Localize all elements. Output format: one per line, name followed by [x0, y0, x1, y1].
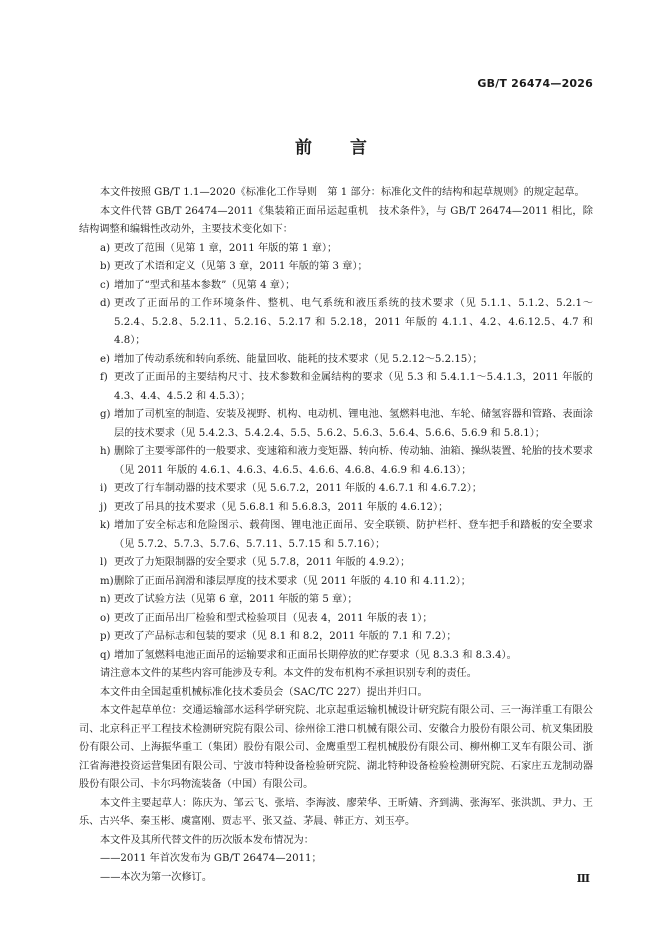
list-item-label: q) [100, 649, 111, 661]
list-item-label: o) [100, 612, 111, 624]
list-item-label: g) [100, 409, 111, 420]
page-number: Ⅲ [576, 872, 590, 885]
list-item-text: 更改了产品标志和包装的要求（见 8.1 和 8.2，2011 年版的 7.1 和 7.2）； [114, 631, 457, 642]
list-item-label: d) [100, 298, 111, 309]
list-item-label: j) [100, 501, 108, 513]
proposer-statement: 本文件由全国起重机械标准化技术委员会（SAC/TC 227）提出并归口。 [100, 686, 428, 698]
page-title: 前言 [295, 138, 405, 158]
list-item-text: 更改了正面吊的主要结构尺寸、技术参数和金属结构的要求（见 5.3 和 5.4.1.1～5.4.1.3，2011 年版的 4.3、4.4、4.5.2 和 4.5.3）； [114, 372, 593, 402]
list-item [79, 591, 593, 610]
patent-notice: 请注意本文件的某些内容可能涉及专利。本文件的发布机构不承担识别专利的责任。 [100, 668, 477, 679]
list-item [79, 443, 593, 480]
list-item-label: k) [100, 520, 111, 531]
list-item-label: m) [100, 575, 114, 587]
list-item [79, 480, 593, 499]
list-item [79, 628, 593, 647]
intro-paragraph: 本文件按照 GB/T 1.1—2020《标准化工作导则 第 1 部分：标准化文件的结构和起草规则》的规定起草。 [100, 187, 585, 198]
list-item-text: 增加了氢燃料电池正面吊的运输要求和正面吊长期停放的贮存要求（见 8.3.3 和 8.3.4）。 [114, 649, 517, 661]
list-item-label: p) [100, 631, 111, 642]
list-item [79, 406, 593, 443]
list-item-label: n) [100, 594, 111, 605]
list-item-text: 删除了主要零部件的一般要求、变速箱和液力变矩器、转向桥、传动轴、油箱、操纵装置、轮胎的技术要求（见 2011 年版的 4.6.1、4.6.3、4.6.5、4.6.6、4.6.8、4.6.9 和 4.6.13）； [114, 446, 593, 476]
list-item-label: b) [100, 261, 111, 272]
list-item [79, 554, 593, 573]
list-item-text: 增加了安全标志和危险图示、载荷图、锂电池正面吊、安全联锁、防护栏杆、登车把手和踏板的安全要求（见 5.7.2、5.7.3、5.7.6、5.7.11、5.7.15 和 5.7.16）； [114, 520, 593, 550]
list-item [79, 258, 593, 277]
list-item-text: 更改了力矩限制器的安全要求（见 5.7.8，2011 年版的 4.9.2）； [114, 557, 411, 568]
list-item-text: 更改了行车制动器的技术要求（见 5.6.7.2，2011 年版的 4.6.7.1 和 4.6.7.2）； [114, 483, 483, 494]
list-item-text: 更改了术语和定义（见第 3 章，2011 年版的第 3 章）； [114, 261, 368, 272]
list-item-text: 更改了正面吊的工作环境条件、整机、电气系统和液压系统的技术要求（见 5.1.1、5.1.2、5.2.1～5.2.4、5.2.8、5.2.11、5.2.16、5.2.17 和 5.2.18，2011 年版的 4.1.1、4.2、4.6.12.5、4.7 和 4.8）； [114, 298, 593, 346]
list-item [79, 240, 593, 259]
list-item-text: 更改了范围（见第 1 章，2011 年版的第 1 章）； [114, 242, 338, 254]
list-item-label: i) [100, 483, 108, 494]
list-item-text: 删除了正面吊润滑和漆层厚度的技术要求（见 2011 年版的 4.10 和 4.11.2）； [114, 575, 471, 587]
list-item-label: c) [100, 279, 110, 291]
list-item-text: 增加了传动系统和转向系统、能量回收、能耗的技术要求（见 5.2.12～5.2.15）； [114, 353, 483, 365]
list-item [79, 573, 593, 592]
list-item [79, 295, 593, 351]
document-body [79, 184, 593, 887]
list-item-label: l) [100, 557, 108, 568]
list-item [79, 499, 593, 518]
history-item: ——本次为第一次修订。 [100, 871, 213, 883]
list-item-label: e) [100, 353, 111, 365]
list-item [79, 277, 593, 296]
list-item [79, 369, 593, 406]
list-item-text: 更改了试验方法（见第 6 章，2011 年版的第 5 章）； [114, 594, 358, 605]
list-item-label: f) [100, 372, 108, 383]
list-item [79, 351, 593, 370]
list-item [79, 517, 593, 554]
history-intro: 本文件及其所代替文件的历次版本发布情况为： [100, 834, 314, 846]
list-item-label: h) [100, 446, 111, 457]
list-item-text: 更改了吊具的技术要求（见 5.6.8.1 和 5.6.8.3，2011 年版的 4.6.12）； [114, 501, 449, 513]
drafting-units: 本文件起草单位：交通运输部水运科学研究院、北京起重运输机械设计研究院有限公司、三一海洋重工有限公司、北京科正平工程技术检测研究院有限公司、徐州徐工港口机械有限公司、安徽合力股份有限公司、杭叉集团股份有限公司、上海振华重工（集团）股份有限公司、金鹰重型工程机械股份有限公司、柳州柳工叉车有限公司、浙江省海港投资运营集团有限公司、宁波市特种设备检验研究院、湖北特种设备检验检测研究院、石家庄五龙制动器股份有限公司、卡尔玛物流装备（中国）有限公司。 [79, 705, 593, 790]
history-item: ——2011 年首次发布为 GB/T 26474—2011； [100, 853, 322, 864]
list-item [79, 647, 593, 666]
list-item-label: a) [100, 242, 111, 254]
intro-paragraph: 本文件代替 GB/T 26474—2011《集装箱正面吊运起重机 技术条件》，与 GB/T 26474—2011 相比，除结构调整和编辑性改动外，主要技术变化如下： [79, 205, 593, 235]
drafters: 本文件主要起草人：陈庆为、邹云飞、张培、李海波、廖荣华、王昕婧、齐到满、张海军、张洪凯、尹力、王乐、古兴华、秦玉彬、虞富刚、贾志平、张又益、茅晨、韩正方、刘玉亭。 [79, 797, 593, 827]
standard-code: GB/T 26474—2026 [477, 77, 593, 90]
list-item-text: 增加了司机室的制造、安装及视野、机构、电动机、锂电池、氢燃料电池、车轮、储氢容器和管路、表面涂层的技术要求（见 5.4.2.3、5.4.2.4、5.5、5.6.2、5.6.3、5.6.4、5.6.6、5.6.9 和 5.8.1）； [114, 409, 593, 439]
list-item-text: 增加了“型式和基本参数”（见第 4 章）； [114, 279, 296, 291]
change-list [79, 240, 593, 666]
list-item-text: 更改了正面吊出厂检验和型式检验项目（见表 4，2011 年版的表 1）； [114, 612, 433, 624]
list-item [79, 610, 593, 629]
